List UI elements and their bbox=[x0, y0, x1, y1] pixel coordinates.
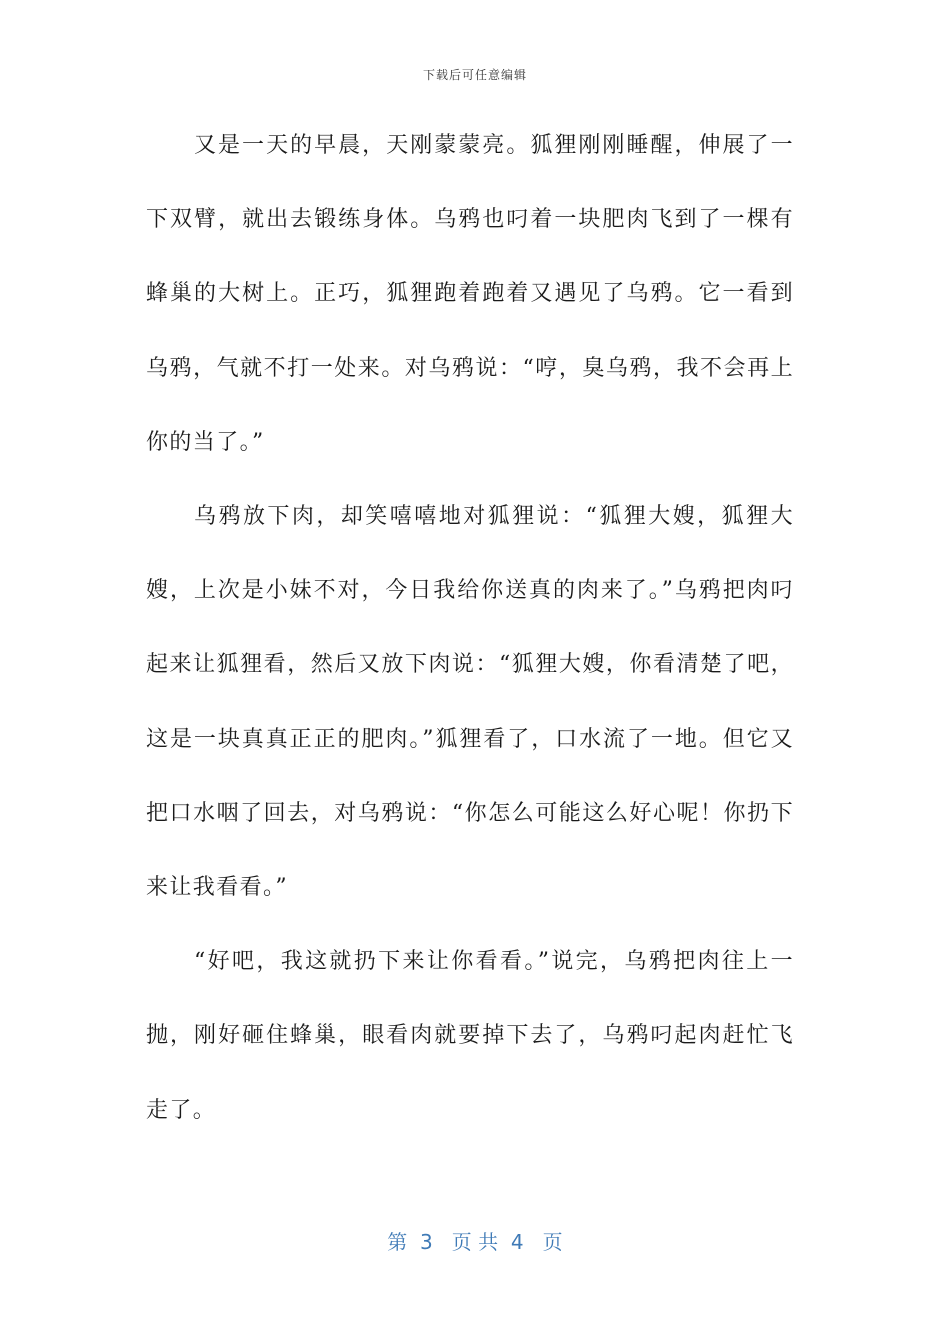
header-note: 下载后可任意编辑 bbox=[422, 68, 527, 82]
paragraph-3: “好吧，我这就扔下来让你看看。”说完，乌鸦把肉往上一抛，刚好砸住蜂巢，眼看肉就要掉下去了，乌鸦叼起肉赶忙飞走了。 bbox=[146, 949, 794, 1123]
paragraph-2: 乌鸦放下肉，却笑嘻嘻地对狐狸说：“狐狸大嫂，狐狸大嫂，上次是小妹不对，今日我给你送真的肉来了。”乌鸦把肉叼起来让狐狸看，然后又放下肉说：“狐狸大嫂，你看清楚了吧，这是一块真真正正的肥肉。”狐狸看了，口水流了一地。但它又把口水咽了回去，对乌鸦说：“你怎么可能这么好心呢！你扔下来让我看看。” bbox=[146, 504, 794, 901]
page-number-footer: 第 3 页 共 4 页 bbox=[387, 1230, 563, 1254]
paragraph-1: 又是一天的早晨，天刚蒙蒙亮。狐狸刚刚睡醒，伸展了一下双臂，就出去锻练身体。乌鸦也叼着一块肥肉飞到了一棵有蜂巢的大树上。正巧，狐狸跑着跑着又遇见了乌鸦。它一看到乌鸦，气就不打一处来。对乌鸦说：“哼，臭乌鸦，我不会再上你的当了。” bbox=[146, 133, 794, 455]
document-body bbox=[146, 109, 794, 1148]
